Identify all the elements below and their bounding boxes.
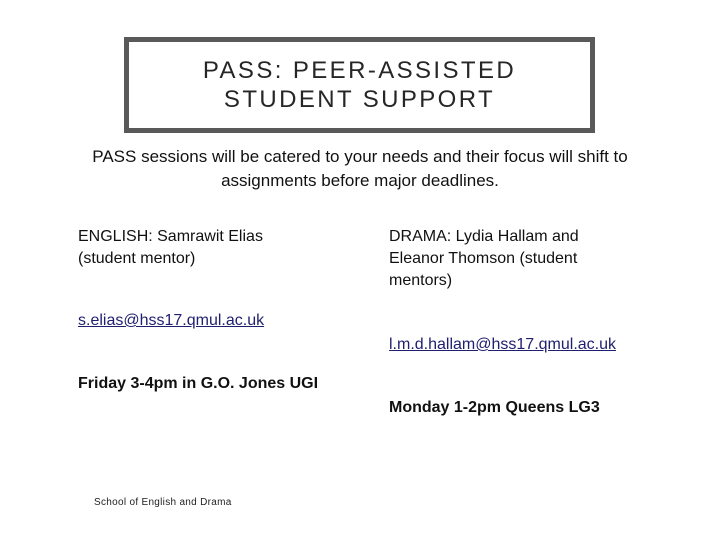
english-email-link[interactable]: s.elias@hss17.qmul.ac.uk [78, 312, 265, 329]
drama-mentor-line-2: Eleanor Thomson (student [389, 250, 578, 267]
slide-title-line-1: PASS: PEER-ASSISTED [202, 57, 517, 84]
drama-mentor-line-3: mentors) [389, 272, 453, 289]
drama-mentor-line-1: DRAMA: Lydia Hallam and [389, 228, 579, 245]
intro-line-1: PASS sessions will be catered to your needs and their focus will shift to [92, 147, 628, 166]
intro-line-2: assignments before major deadlines. [221, 171, 499, 190]
english-mentor [78, 226, 263, 270]
drama-session: Monday 1-2pm Queens LG3 [389, 399, 600, 416]
drama-email-link[interactable]: l.m.d.hallam@hss17.qmul.ac.uk [389, 336, 616, 353]
english-session: Friday 3-4pm in G.O. Jones UGI [78, 375, 319, 392]
slide-title-line-2: STUDENT SUPPORT [223, 86, 496, 113]
english-mentor-line-1: ENGLISH: Samrawit Elias [78, 228, 263, 245]
drama-mentor [389, 226, 579, 292]
english-mentor-line-2: (student mentor) [78, 250, 196, 267]
intro-text [60, 145, 660, 193]
footer-text: School of English and Drama [94, 497, 232, 508]
title-box [124, 37, 595, 133]
